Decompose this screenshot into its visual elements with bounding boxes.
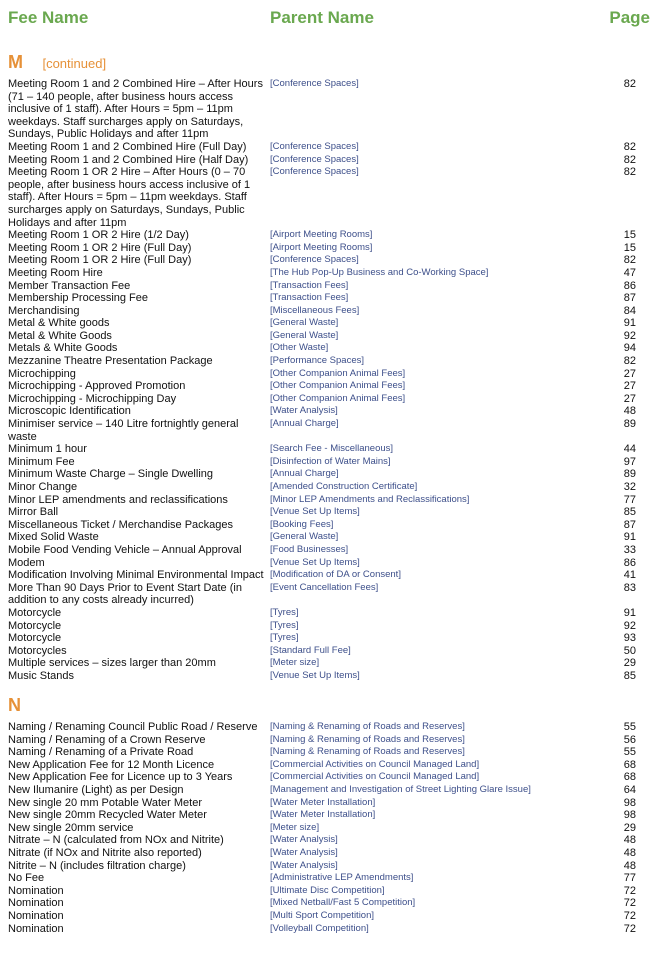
fee-row bbox=[8, 506, 636, 519]
fee-row bbox=[8, 847, 636, 860]
fee-name-cell: Minor LEP amendments and reclassifications bbox=[8, 493, 228, 506]
fee-name-cell: Meeting Room Hire bbox=[8, 266, 103, 279]
parent-name-cell: [Management and Investigation of Street Lighting Glare Issue] bbox=[270, 783, 531, 795]
parent-name-cell: [Transaction Fees] bbox=[270, 292, 349, 304]
parent-name-cell: [Modification of DA or Consent] bbox=[270, 569, 401, 581]
parent-name-cell: [Search Fee - Miscellaneous] bbox=[270, 443, 394, 455]
parent-name-cell: [Ultimate Disc Competition] bbox=[270, 884, 385, 896]
page-number-cell: 82 bbox=[623, 140, 636, 153]
parent-name-cell: [Other Waste] bbox=[270, 342, 329, 354]
fee-row bbox=[8, 784, 636, 797]
fee-name-cell: New Ilumanire (Light) as per Design bbox=[8, 783, 184, 796]
fee-name-cell: Mixed Solid Waste bbox=[8, 531, 99, 544]
page-number-cell: 92 bbox=[623, 619, 636, 632]
fee-name-cell: Metal & White Goods bbox=[8, 329, 112, 342]
fee-name-cell: Meeting Room 1 OR 2 Hire (1/2 Day) bbox=[8, 229, 189, 242]
fee-row bbox=[8, 632, 636, 645]
fee-name-cell: Microchipping - Microchipping Day bbox=[8, 392, 177, 405]
page-number-cell: 85 bbox=[623, 506, 636, 519]
fee-name-cell: Microchipping bbox=[8, 367, 76, 380]
fee-row bbox=[8, 267, 636, 280]
page-number-cell: 87 bbox=[623, 292, 636, 305]
fee-name-cell: Membership Processing Fee bbox=[8, 292, 149, 305]
fee-name-cell: Nomination bbox=[8, 897, 64, 910]
fee-row bbox=[8, 405, 636, 418]
parent-name-cell: [Commercial Activities on Council Managed Land] bbox=[270, 771, 480, 783]
fee-name-cell: Motorcycles bbox=[8, 644, 67, 657]
fee-row bbox=[8, 494, 636, 507]
fee-name-cell: New single 20 mm Potable Water Meter bbox=[8, 796, 202, 809]
page-number-cell: 97 bbox=[623, 455, 636, 468]
parent-name-cell: [General Waste] bbox=[270, 317, 339, 329]
fee-row bbox=[8, 393, 636, 406]
fee-row bbox=[8, 872, 636, 885]
parent-name-cell: [Volleyball Competition] bbox=[270, 922, 369, 934]
parent-name-cell: [Tyres] bbox=[270, 619, 299, 631]
fee-row bbox=[8, 544, 636, 557]
fee-row bbox=[8, 418, 636, 443]
fee-row bbox=[8, 317, 636, 330]
fee-name-cell: Microscopic Identification bbox=[8, 405, 131, 418]
page-number-cell: 86 bbox=[623, 556, 636, 569]
parent-name-cell: [Conference Spaces] bbox=[270, 153, 359, 165]
fee-name-cell: Minimum Waste Charge – Single Dwelling bbox=[8, 468, 214, 481]
fee-name-cell: Member Transaction Fee bbox=[8, 279, 131, 292]
fee-name-cell: Miscellaneous Ticket / Merchandise Packages bbox=[8, 518, 233, 531]
fee-name-cell: Minimiser service – 140 Litre fortnightly general waste bbox=[8, 418, 239, 443]
fee-name-cell: Meeting Room 1 and 2 Combined Hire (Half Day) bbox=[8, 153, 249, 166]
page-number-cell: 27 bbox=[623, 380, 636, 393]
page-number-cell: 82 bbox=[623, 355, 636, 368]
page-number-cell: 72 bbox=[623, 922, 636, 935]
page-number-cell: 55 bbox=[623, 721, 636, 733]
fee-name-cell: Modification Involving Minimal Environmental Impact bbox=[8, 569, 264, 582]
fee-name-cell: Meeting Room 1 OR 2 Hire – After Hours (0 – 70 people, after business hours access inclusive of 1 staff). After Hours = 5pm – 11pm weekdays. Staff surcharges apply on Saturdays, Sundays, Public Holidays and after 11pm bbox=[8, 166, 251, 229]
page-number-cell: 82 bbox=[623, 254, 636, 267]
fee-name-cell: Meeting Room 1 OR 2 Hire (Full Day) bbox=[8, 241, 192, 254]
parent-name-cell: [Disinfection of Water Mains] bbox=[270, 455, 391, 467]
fee-row bbox=[8, 670, 636, 683]
page-number-cell: 91 bbox=[623, 606, 636, 619]
section-m bbox=[8, 52, 636, 683]
parent-name-cell: [Booking Fees] bbox=[270, 518, 334, 530]
page-number-cell: 68 bbox=[623, 771, 636, 784]
parent-name-cell: [Conference Spaces] bbox=[270, 254, 359, 266]
page-number-cell: 72 bbox=[623, 909, 636, 922]
page-number-cell: 47 bbox=[623, 266, 636, 279]
fee-row bbox=[8, 242, 636, 255]
page-number-cell: 41 bbox=[623, 569, 636, 582]
page-number-cell: 86 bbox=[623, 279, 636, 292]
section-heading bbox=[8, 695, 636, 717]
page-number-cell: 68 bbox=[623, 758, 636, 771]
section-letter: N bbox=[8, 695, 21, 715]
parent-name-cell: [Water Analysis] bbox=[270, 834, 338, 846]
parent-name-cell: [Conference Spaces] bbox=[270, 166, 359, 178]
fee-row bbox=[8, 229, 636, 242]
parent-name-cell: [Other Companion Animal Fees] bbox=[270, 380, 406, 392]
parent-name-cell: [Miscellaneous Fees] bbox=[270, 304, 360, 316]
parent-name-cell: [Standard Full Fee] bbox=[270, 644, 351, 656]
page-number-cell: 15 bbox=[623, 241, 636, 254]
parent-name-cell: [Water Meter Installation] bbox=[270, 809, 376, 821]
fee-name-heading: Fee Name bbox=[8, 8, 89, 27]
parent-name-cell: [Other Companion Animal Fees] bbox=[270, 367, 406, 379]
page-number-cell: 89 bbox=[623, 468, 636, 481]
fee-row bbox=[8, 456, 636, 469]
fee-row bbox=[8, 280, 636, 293]
fee-name-cell: No Fee bbox=[8, 872, 45, 885]
parent-name-cell: [Food Businesses] bbox=[270, 543, 349, 555]
parent-name-cell: [Meter size] bbox=[270, 657, 320, 669]
page-number-cell: 83 bbox=[623, 581, 636, 594]
parent-name-cell: [Meter size] bbox=[270, 821, 320, 833]
parent-name-cell: [Airport Meeting Rooms] bbox=[270, 241, 373, 253]
fee-row bbox=[8, 380, 636, 393]
fee-row bbox=[8, 885, 636, 898]
fee-row bbox=[8, 531, 636, 544]
page-number-cell: 27 bbox=[623, 392, 636, 405]
parent-name-cell: [Minor LEP Amendments and Reclassifications] bbox=[270, 493, 470, 505]
page-number-cell: 27 bbox=[623, 367, 636, 380]
fee-list bbox=[8, 78, 636, 683]
parent-name-cell: [Performance Spaces] bbox=[270, 355, 364, 367]
fee-name-cell: Naming / Renaming Council Public Road / Reserve bbox=[8, 721, 258, 733]
page-number-cell: 48 bbox=[623, 834, 636, 847]
page-number-cell: 72 bbox=[623, 884, 636, 897]
page-number-cell: 82 bbox=[623, 78, 636, 90]
fee-row bbox=[8, 355, 636, 368]
fee-name-cell: Nomination bbox=[8, 884, 64, 897]
fee-row bbox=[8, 330, 636, 343]
fee-row bbox=[8, 78, 636, 141]
fee-row bbox=[8, 582, 636, 607]
fee-name-cell: Nitrate (if NOx and Nitrite also reported) bbox=[8, 846, 202, 859]
section-heading bbox=[8, 52, 636, 74]
fee-row bbox=[8, 759, 636, 772]
page-number-cell: 48 bbox=[623, 846, 636, 859]
section-n bbox=[8, 695, 636, 935]
fee-row bbox=[8, 141, 636, 154]
fee-row bbox=[8, 734, 636, 747]
parent-name-cell: [Water Analysis] bbox=[270, 846, 338, 858]
fee-name-cell: New single 20mm Recycled Water Meter bbox=[8, 809, 207, 822]
page-number-cell: 72 bbox=[623, 897, 636, 910]
page-number-cell: 77 bbox=[623, 872, 636, 885]
page-number-cell: 82 bbox=[623, 153, 636, 166]
fee-row bbox=[8, 910, 636, 923]
page-number-cell: 85 bbox=[623, 669, 636, 682]
fee-name-cell: Minimum Fee bbox=[8, 455, 75, 468]
page-number-cell: 50 bbox=[623, 644, 636, 657]
page-number-cell: 92 bbox=[623, 329, 636, 342]
fee-name-cell: Mobile Food Vending Vehicle – Annual Approval bbox=[8, 543, 242, 556]
fee-name-cell: Meeting Room 1 and 2 Combined Hire (Full Day) bbox=[8, 140, 247, 153]
fee-row bbox=[8, 305, 636, 318]
parent-name-cell: [Water Analysis] bbox=[270, 405, 338, 417]
page-number-cell: 56 bbox=[623, 733, 636, 746]
fee-name-cell: Meeting Room 1 and 2 Combined Hire – After Hours (71 – 140 people, after business hours access inclusive of 1 staff). After Hours = 5pm – 11pm weekdays. Staff surcharges apply on Saturdays, Sundays, Public Holidays and after 11pm bbox=[8, 78, 263, 141]
fee-row bbox=[8, 368, 636, 381]
fee-name-cell: Meeting Room 1 OR 2 Hire (Full Day) bbox=[8, 254, 192, 267]
fee-name-cell: Modem bbox=[8, 556, 45, 569]
page-number-cell: 55 bbox=[623, 746, 636, 759]
parent-name-cell: [Venue Set Up Items] bbox=[270, 669, 360, 681]
fee-row bbox=[8, 923, 636, 936]
fee-row bbox=[8, 154, 636, 167]
section-letter: M bbox=[8, 52, 23, 72]
fee-row bbox=[8, 342, 636, 355]
fee-name-cell: Nomination bbox=[8, 909, 64, 922]
page-number-cell: 94 bbox=[623, 342, 636, 355]
page-number-cell: 93 bbox=[623, 632, 636, 645]
column-header bbox=[8, 6, 650, 30]
parent-name-cell: [Multi Sport Competition] bbox=[270, 909, 375, 921]
fee-row bbox=[8, 771, 636, 784]
fee-name-cell: Motorcycle bbox=[8, 606, 62, 619]
parent-name-cell: [Venue Set Up Items] bbox=[270, 556, 360, 568]
page-number-cell: 98 bbox=[623, 796, 636, 809]
fee-row bbox=[8, 834, 636, 847]
fee-name-cell: Mezzanine Theatre Presentation Package bbox=[8, 355, 213, 368]
page-number-cell: 29 bbox=[623, 657, 636, 670]
fee-row bbox=[8, 519, 636, 532]
fee-row bbox=[8, 166, 636, 229]
fee-name-cell: Nitrate – N (calculated from NOx and Nitrite) bbox=[8, 834, 224, 847]
parent-name-cell: [General Waste] bbox=[270, 329, 339, 341]
page-number-cell: 82 bbox=[623, 166, 636, 179]
fee-row bbox=[8, 897, 636, 910]
fee-row bbox=[8, 292, 636, 305]
fee-name-cell: New Application Fee for Licence up to 3 Years bbox=[8, 771, 233, 784]
fee-row bbox=[8, 620, 636, 633]
parent-name-heading: Parent Name bbox=[270, 8, 374, 27]
page-number-cell: 77 bbox=[623, 493, 636, 506]
page-number-cell: 33 bbox=[623, 543, 636, 556]
fee-name-cell: Metals & White Goods bbox=[8, 342, 118, 355]
parent-name-cell: [Event Cancellation Fees] bbox=[270, 581, 379, 593]
parent-name-cell: [Tyres] bbox=[270, 606, 299, 618]
fee-row bbox=[8, 809, 636, 822]
fee-row bbox=[8, 645, 636, 658]
fee-row bbox=[8, 721, 636, 734]
fee-row bbox=[8, 468, 636, 481]
fee-row bbox=[8, 657, 636, 670]
fee-name-cell: Microchipping - Approved Promotion bbox=[8, 380, 186, 393]
page-number-cell: 48 bbox=[623, 405, 636, 418]
continued-label: [continued] bbox=[42, 56, 107, 71]
parent-name-cell: [Airport Meeting Rooms] bbox=[270, 229, 373, 241]
parent-name-cell: [Commercial Activities on Council Managed Land] bbox=[270, 758, 480, 770]
page-number-cell: 87 bbox=[623, 518, 636, 531]
fee-name-cell: Minimum 1 hour bbox=[8, 443, 87, 456]
page-number-cell: 91 bbox=[623, 317, 636, 330]
parent-name-cell: [Naming & Renaming of Roads and Reserves] bbox=[270, 733, 465, 745]
fee-row bbox=[8, 860, 636, 873]
fee-row bbox=[8, 569, 636, 582]
fee-name-cell: New single 20mm service bbox=[8, 821, 134, 834]
fee-name-cell: Merchandising bbox=[8, 304, 80, 317]
fee-row bbox=[8, 443, 636, 456]
fee-name-cell: Nomination bbox=[8, 922, 64, 935]
fee-name-cell: Naming / Renaming of a Private Road bbox=[8, 746, 194, 759]
page-number-cell: 15 bbox=[623, 229, 636, 242]
fee-name-cell: Naming / Renaming of a Crown Reserve bbox=[8, 733, 206, 746]
fee-name-cell: Nitrite – N (includes filtration charge) bbox=[8, 859, 186, 872]
parent-name-cell: [Administrative LEP Amendments] bbox=[270, 872, 414, 884]
fee-row bbox=[8, 797, 636, 810]
parent-name-cell: [The Hub Pop-Up Business and Co-Working Space] bbox=[270, 266, 489, 278]
page-number-cell: 64 bbox=[623, 783, 636, 796]
page-number-cell: 48 bbox=[623, 859, 636, 872]
fee-name-cell: Multiple services – sizes larger than 20mm bbox=[8, 657, 216, 670]
page-number-cell: 29 bbox=[623, 821, 636, 834]
parent-name-cell: [Tyres] bbox=[270, 632, 299, 644]
fee-name-cell: Metal & White goods bbox=[8, 317, 110, 330]
page-number-cell: 32 bbox=[623, 481, 636, 493]
fee-row bbox=[8, 607, 636, 620]
fee-name-cell: More Than 90 Days Prior to Event Start Date (in addition to any costs already incurred) bbox=[8, 581, 242, 607]
fee-row bbox=[8, 254, 636, 267]
parent-name-cell: [Other Companion Animal Fees] bbox=[270, 392, 406, 404]
parent-name-cell: [General Waste] bbox=[270, 531, 339, 543]
parent-name-cell: [Transaction Fees] bbox=[270, 279, 349, 291]
fee-row bbox=[8, 746, 636, 759]
parent-name-cell: [Naming & Renaming of Roads and Reserves] bbox=[270, 721, 465, 732]
parent-name-cell: [Naming & Renaming of Roads and Reserves] bbox=[270, 746, 465, 758]
page-number-cell: 84 bbox=[623, 304, 636, 317]
fee-name-cell: Motorcycle bbox=[8, 619, 62, 632]
page-heading: Page bbox=[609, 8, 650, 27]
fee-name-cell: New Application Fee for 12 Month Licence bbox=[8, 758, 215, 771]
parent-name-cell: [Annual Charge] bbox=[270, 418, 339, 430]
parent-name-cell: [Venue Set Up Items] bbox=[270, 506, 360, 518]
parent-name-cell: [Water Analysis] bbox=[270, 859, 338, 871]
fee-row bbox=[8, 822, 636, 835]
parent-name-cell: [Conference Spaces] bbox=[270, 78, 359, 89]
parent-name-cell: [Amended Construction Certificate] bbox=[270, 481, 418, 492]
fee-list bbox=[8, 721, 636, 935]
page-number-cell: 91 bbox=[623, 531, 636, 544]
parent-name-cell: [Conference Spaces] bbox=[270, 140, 359, 152]
fee-name-cell: Motorcycle bbox=[8, 632, 62, 645]
fee-name-cell: Minor Change bbox=[8, 481, 78, 493]
page-number-cell: 98 bbox=[623, 809, 636, 822]
fee-name-cell: Music Stands bbox=[8, 669, 75, 682]
page-number-cell: 44 bbox=[623, 443, 636, 456]
fee-row bbox=[8, 557, 636, 570]
page-number-cell: 89 bbox=[623, 418, 636, 431]
fee-name-cell: Mirror Ball bbox=[8, 506, 59, 519]
parent-name-cell: [Annual Charge] bbox=[270, 468, 339, 480]
parent-name-cell: [Water Meter Installation] bbox=[270, 796, 376, 808]
parent-name-cell: [Mixed Netball/Fast 5 Competition] bbox=[270, 897, 416, 909]
fee-row bbox=[8, 481, 636, 494]
